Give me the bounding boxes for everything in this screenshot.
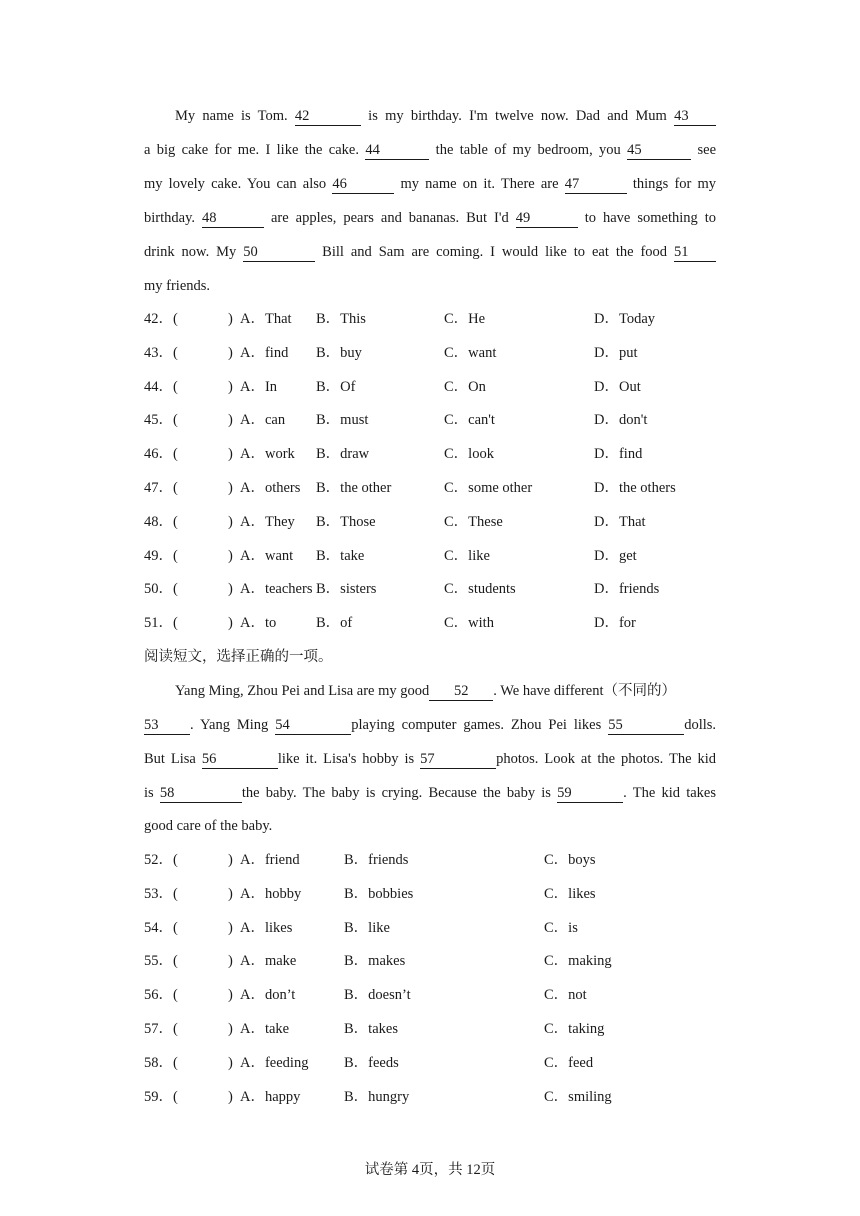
option-c[interactable]: C．smiling (544, 1088, 612, 1105)
option-b[interactable]: B．of (316, 615, 353, 632)
option-a[interactable]: A．feeding (240, 1054, 309, 1071)
passage-text: my lovely cake. You can also (144, 176, 327, 192)
question-number: 47．( (144, 480, 178, 496)
option-a[interactable]: A．make (240, 953, 297, 970)
question-row (144, 613, 744, 633)
question-row (144, 478, 744, 498)
option-c[interactable]: C．On (444, 378, 486, 395)
option-a[interactable]: A．That (240, 311, 292, 327)
option-b[interactable]: B．friends (344, 852, 409, 868)
question-row (144, 1087, 744, 1107)
answer-blank: 55 (608, 717, 684, 735)
answer-blank: 52 (429, 683, 493, 701)
question-row (144, 377, 744, 397)
answer-bracket[interactable]: ) (228, 1054, 233, 1071)
passage1-line-6: my friends. (144, 278, 211, 294)
question-number: 49．( (144, 547, 178, 564)
answer-blank: 45 (627, 142, 691, 160)
option-a[interactable]: A．In (240, 378, 278, 395)
question-row (144, 546, 744, 566)
passage-text: . The kid takes (623, 785, 716, 801)
option-d[interactable]: D．That (594, 513, 646, 530)
option-c[interactable]: C．He (444, 311, 486, 327)
option-c[interactable]: C．boys (544, 852, 596, 868)
question-number: 57．( (144, 1021, 178, 1037)
question-number: 46．( (144, 446, 178, 463)
answer-blank: 56 (202, 751, 278, 769)
option-d[interactable]: D．find (594, 446, 643, 463)
passage-text: things for my (632, 176, 717, 192)
answer-blank: 43 (674, 108, 716, 126)
question-number: 50．( (144, 581, 178, 598)
option-c[interactable]: C．look (444, 446, 494, 463)
option-c[interactable]: C．feed (544, 1054, 594, 1071)
answer-blank: 44 (365, 142, 429, 160)
option-a[interactable]: A．work (240, 446, 295, 463)
option-b[interactable]: B．doesn’t (344, 987, 411, 1004)
option-c[interactable]: C．with (444, 615, 494, 632)
passage1-line-3 (144, 174, 716, 194)
question-row (144, 985, 744, 1005)
passage1-line-4 (144, 208, 716, 228)
option-b[interactable]: B．buy (316, 344, 362, 361)
answer-blank: 46 (332, 176, 394, 194)
answer-bracket[interactable]: ) (228, 1021, 233, 1037)
option-a[interactable]: A．find (240, 344, 289, 361)
answer-bracket[interactable]: ) (228, 344, 233, 361)
passage-text: are apples, pears and bananas. But I'd (270, 210, 509, 226)
option-b[interactable]: B．the other (316, 480, 392, 496)
option-b[interactable]: B．sisters (316, 581, 377, 598)
question-number: 45．( (144, 412, 178, 429)
option-c[interactable]: C．want (444, 344, 497, 361)
question-row (144, 309, 744, 329)
question-number: 48．( (144, 513, 178, 530)
option-b[interactable]: B．take (316, 547, 365, 564)
option-c[interactable]: C．is (544, 919, 578, 936)
answer-bracket[interactable]: ) (228, 1088, 233, 1105)
question-row (144, 884, 744, 904)
option-d[interactable]: D．don't (594, 412, 648, 429)
option-b[interactable]: B．Those (316, 513, 376, 530)
option-d[interactable]: D．the others (594, 480, 676, 496)
option-d[interactable]: D．put (594, 344, 638, 361)
option-a[interactable]: A．hobby (240, 885, 302, 902)
passage-text: . Yang Ming (190, 717, 269, 733)
option-c[interactable]: C．like (444, 547, 490, 564)
passage2-line-3 (144, 749, 716, 769)
question-row (144, 410, 744, 430)
option-b[interactable]: B．like (344, 919, 390, 936)
passage-text: But Lisa (144, 751, 196, 767)
passage-text: like it. Lisa's hobby is (277, 751, 415, 767)
option-b[interactable]: B．feeds (344, 1054, 399, 1071)
option-c[interactable]: C．students (444, 581, 516, 598)
option-a[interactable]: A．want (240, 547, 294, 564)
answer-bracket[interactable]: ) (228, 953, 233, 970)
passage-text: drink now. My (144, 244, 237, 260)
question-number: 51．( (144, 615, 178, 632)
option-b[interactable]: B．makes (344, 953, 406, 970)
answer-blank: 54 (275, 717, 351, 735)
answer-bracket[interactable]: ) (228, 378, 233, 395)
question-number: 54．( (144, 919, 178, 936)
passage-text: is my birthday. I'm twelve now. Dad and Mum (368, 108, 667, 124)
passage-text: to have something to (584, 210, 717, 226)
passage1-line-1 (175, 106, 716, 126)
answer-blank: 42 (295, 108, 361, 126)
option-d[interactable]: D．Out (594, 378, 641, 395)
answer-blank: 51 (674, 244, 716, 262)
option-a[interactable]: A．They (240, 513, 295, 530)
passage-text: the table of my bedroom, you (435, 142, 621, 158)
question-number: 52．( (144, 852, 178, 868)
passage-text: birthday. (144, 210, 196, 226)
answer-bracket[interactable]: ) (228, 412, 233, 429)
section-title: 阅读短文，选择正确的一项。 (144, 649, 333, 665)
passage1-line-5 (144, 242, 716, 262)
option-a[interactable]: A．take (240, 1021, 290, 1037)
option-c[interactable]: C．These (444, 513, 503, 530)
answer-blank: 48 (202, 210, 264, 228)
question-number: 53．( (144, 885, 178, 902)
question-row (144, 1019, 744, 1039)
answer-bracket[interactable]: ) (228, 513, 233, 530)
passage2-line-5: good care of the baby. (144, 818, 273, 834)
page-footer: 试卷第 4页，共 12页 (364, 1162, 496, 1178)
option-b[interactable]: B．must (316, 412, 369, 429)
answer-bracket[interactable]: ) (228, 581, 233, 598)
option-a[interactable]: A．friend (240, 852, 300, 868)
answer-blank: 47 (565, 176, 627, 194)
passage-text: playing computer games. Zhou Pei likes (351, 717, 602, 733)
answer-bracket[interactable]: ) (228, 919, 233, 936)
question-row (144, 1053, 744, 1073)
passage-text: Yang Ming, Zhou Pei and Lisa are my good (175, 683, 430, 699)
answer-blank: 58 (160, 785, 242, 803)
question-number: 59．( (144, 1088, 178, 1105)
question-number: 56．( (144, 987, 178, 1004)
passage-text: photos. Look at the photos. The kid (496, 751, 717, 767)
passage-text: my name on it. There are (400, 176, 559, 192)
passage-text: the baby. The baby is crying. Because the baby is (241, 785, 551, 801)
option-a[interactable]: A．happy (240, 1088, 301, 1105)
question-row (144, 512, 744, 532)
passage-text: . We have different（不同的） (493, 683, 677, 699)
option-b[interactable]: B．This (316, 311, 366, 327)
passage-text: My name is Tom. (175, 108, 288, 124)
passage-text: a big cake for me. I like the cake. (144, 142, 359, 158)
option-c[interactable]: C．making (544, 953, 612, 970)
passage2-line-1 (175, 681, 716, 701)
option-a[interactable]: A．likes (240, 919, 293, 936)
answer-bracket[interactable]: ) (228, 547, 233, 564)
question-number: 43．( (144, 344, 178, 361)
passage2-line-4 (144, 783, 716, 803)
question-row (144, 850, 744, 870)
passage-text: is (144, 785, 154, 801)
option-c[interactable]: C．not (544, 987, 587, 1004)
passage-text: Bill and Sam are coming. I would like to eat the food (322, 244, 668, 260)
answer-blank: 53 (144, 717, 190, 735)
option-d[interactable]: D．for (594, 615, 636, 632)
answer-bracket[interactable]: ) (228, 615, 233, 632)
option-b[interactable]: B．Of (316, 378, 356, 395)
option-b[interactable]: B．takes (344, 1021, 398, 1037)
answer-blank: 59 (557, 785, 623, 803)
question-number: 58．( (144, 1054, 178, 1071)
option-a[interactable]: A．others (240, 480, 301, 496)
question-row (144, 918, 744, 938)
question-row (144, 951, 744, 971)
question-row (144, 343, 744, 363)
option-c[interactable]: C．some other (444, 480, 533, 496)
passage-text: see (697, 142, 717, 158)
question-number: 44．( (144, 378, 178, 395)
answer-bracket[interactable]: ) (228, 885, 233, 902)
question-row (144, 444, 744, 464)
option-b[interactable]: B．draw (316, 446, 370, 463)
option-a[interactable]: A．don’t (240, 987, 296, 1004)
question-number: 42．( (144, 311, 178, 327)
question-number: 55．( (144, 953, 178, 970)
answer-bracket[interactable]: ) (228, 446, 233, 463)
answer-blank: 49 (516, 210, 578, 228)
question-row (144, 579, 744, 599)
option-c[interactable]: C．taking (544, 1021, 605, 1037)
answer-blank: 57 (420, 751, 496, 769)
option-c[interactable]: C．likes (544, 885, 596, 902)
answer-bracket[interactable]: ) (228, 480, 233, 496)
option-d[interactable]: D．get (594, 547, 637, 564)
passage2-line-2 (144, 715, 716, 735)
passage1-line-2 (144, 140, 716, 160)
answer-bracket[interactable]: ) (228, 311, 233, 327)
option-d[interactable]: D．friends (594, 581, 660, 598)
option-b[interactable]: B．bobbies (344, 885, 414, 902)
answer-bracket[interactable]: ) (228, 987, 233, 1004)
passage-text: dolls. (684, 717, 717, 733)
option-a[interactable]: A．to (240, 615, 277, 632)
option-b[interactable]: B．hungry (344, 1088, 410, 1105)
option-a[interactable]: A．teachers (240, 581, 313, 598)
option-a[interactable]: A．can (240, 412, 286, 429)
answer-bracket[interactable]: ) (228, 852, 233, 868)
answer-blank: 50 (243, 244, 315, 262)
option-d[interactable]: D．Today (594, 311, 656, 327)
option-c[interactable]: C．can't (444, 412, 495, 429)
